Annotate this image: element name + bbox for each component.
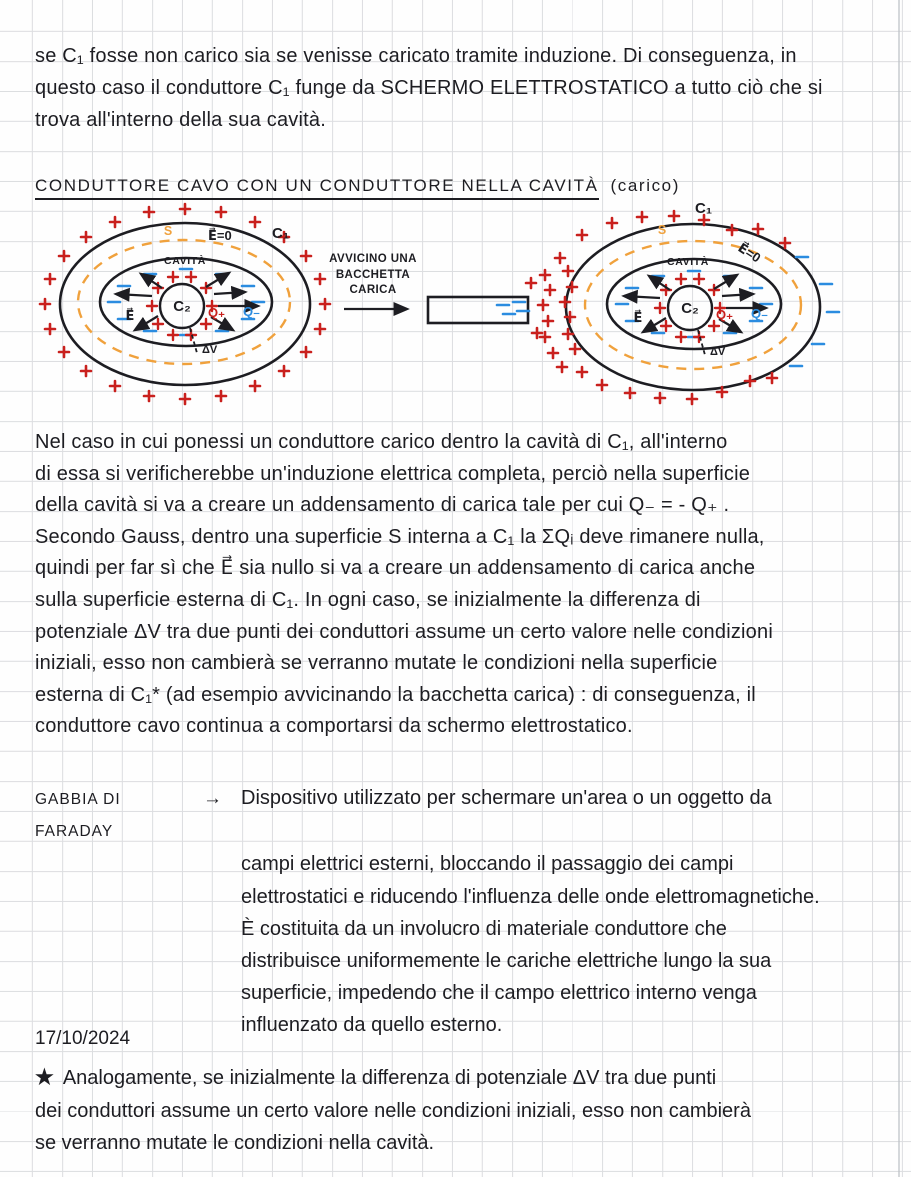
text-line: esterna di C₁* (ad esempio avvicinando la bacchetta carica) : di conseguenza, il	[35, 683, 756, 706]
section-title	[35, 176, 903, 196]
text-line: se verranno mutate le condizioni nella cavità.	[35, 1132, 435, 1155]
section-title-suffix: (carico)	[610, 176, 680, 195]
text-line: questo caso il conduttore C₁ funge da SCHERMO ELETTROSTATICO a tutto ciò che si	[35, 77, 823, 99]
faraday-definition	[35, 782, 903, 1042]
q-minus-label: Q₋	[751, 306, 768, 321]
text-line: Dispositivo utilizzato per schermare un'area o un oggetto da	[241, 787, 772, 809]
arrow-icon: →	[203, 788, 222, 809]
text-line: dei conduttori assume un certo valore nelle condizioni iniziali, esso non cambierà	[35, 1099, 751, 1122]
q-minus-label: Q₋	[243, 304, 260, 319]
date-label: 17/10/2024	[35, 1028, 131, 1049]
star-icon: ★	[35, 1066, 54, 1089]
intro-paragraph	[35, 40, 903, 136]
delta-v-label: ΔV	[710, 346, 726, 358]
text-line: potenziale ΔV tra due punti dei conduttori assume un certo valore nelle condizioni	[35, 620, 773, 643]
gauss-surface-label: S	[657, 223, 667, 237]
faraday-term: GABBIA DI FARADAY	[35, 791, 121, 841]
text-line: Nel caso in cui ponessi un conduttore carico dentro la cavità di C₁, all'interno	[35, 431, 728, 453]
text-line: di essa si verificherebbe un'induzione elettrica completa, perciò nella superficie	[35, 462, 751, 485]
right-conductor-diagram	[526, 200, 839, 404]
q-plus-label: Q₊	[716, 307, 733, 322]
text-line: conduttore cavo continua a comportarsi da schermo elettrostatico.	[35, 715, 633, 738]
e-field-label: E⃗	[125, 308, 135, 323]
section-title-text: CONDUTTORE CAVO CON UN CONDUTTORE NELLA CAVITÀ	[35, 176, 599, 200]
text-line: quindi per far sì che E⃗ sia nullo si va a creare un addensamento di carica anche	[35, 557, 756, 580]
faraday-description	[241, 848, 903, 1041]
annotation-line: BACCHETTA	[335, 269, 411, 281]
cavity-label: CAVITÀ	[164, 255, 206, 267]
rod-negative-charges	[497, 302, 529, 314]
faraday-first-row	[35, 782, 903, 848]
footnote-text: Analogamente, se inizialmente la differenza di potenziale ΔV tra due punti	[62, 1067, 717, 1089]
transition-annotation	[329, 253, 529, 323]
e-zero-label: E⃗=0	[208, 228, 232, 243]
left-conductor-diagram	[40, 204, 330, 404]
text-line: elettrostatici e riducendo l'influenza delle onde elettromagnetiche.	[241, 885, 820, 908]
q-plus-label: Q₊	[208, 305, 225, 320]
outer-conductor-label: C₁	[272, 225, 290, 242]
text-line: se C₁ fosse non carico sia se venisse caricato tramite induzione. Di conseguenza, in	[35, 45, 797, 67]
text-line: influenzato da quello esterno.	[241, 1014, 503, 1037]
gauss-surface-label: S	[163, 224, 173, 238]
conductor-diagrams	[0, 195, 911, 417]
text-line: iniziali, esso non cambierà se verranno mutate le condizioni nella superficie	[35, 652, 718, 675]
delta-v-label: ΔV	[202, 344, 218, 356]
text-line: trova all'interno della sua cavità.	[35, 109, 326, 131]
text-line: sulla superficie esterna di C₁. In ogni caso, se inizialmente la differenza di	[35, 588, 701, 611]
inner-conductor-label: C₂	[681, 300, 699, 317]
text-line	[35, 1062, 903, 1095]
annotation-line: AVVICINO UNA	[329, 253, 417, 265]
text-line: Secondo Gauss, dentro una superficie S interna a C₁ la ΣQᵢ deve rimanere nulla,	[35, 525, 765, 548]
induced-negative-charges	[790, 257, 839, 366]
e-field-label: E⃗	[633, 310, 643, 325]
text-line: distribuisce uniformemente le cariche elettriche lungo la sua	[241, 950, 772, 973]
annotation-line: CARICA	[349, 284, 397, 296]
text-line: campi elettrici esterni, bloccando il passaggio dei campi	[241, 853, 734, 876]
body-paragraph	[35, 427, 903, 743]
footnote	[35, 1062, 903, 1160]
text-line: È costituita da un involucro di materiale conduttore che	[241, 917, 727, 940]
text-line: della cavità si va a creare un addensamento di carica tale per cui Q₋ = - Q₊ .	[35, 494, 730, 517]
text-line: superficie, impedendo che il campo elettrico interno venga	[241, 982, 757, 1005]
outer-conductor-label: C₁	[695, 200, 713, 217]
inner-conductor-label: C₂	[173, 298, 191, 315]
cavity-label: CAVITÀ	[667, 256, 709, 268]
e-zero-label: E⃗=0	[735, 239, 764, 266]
